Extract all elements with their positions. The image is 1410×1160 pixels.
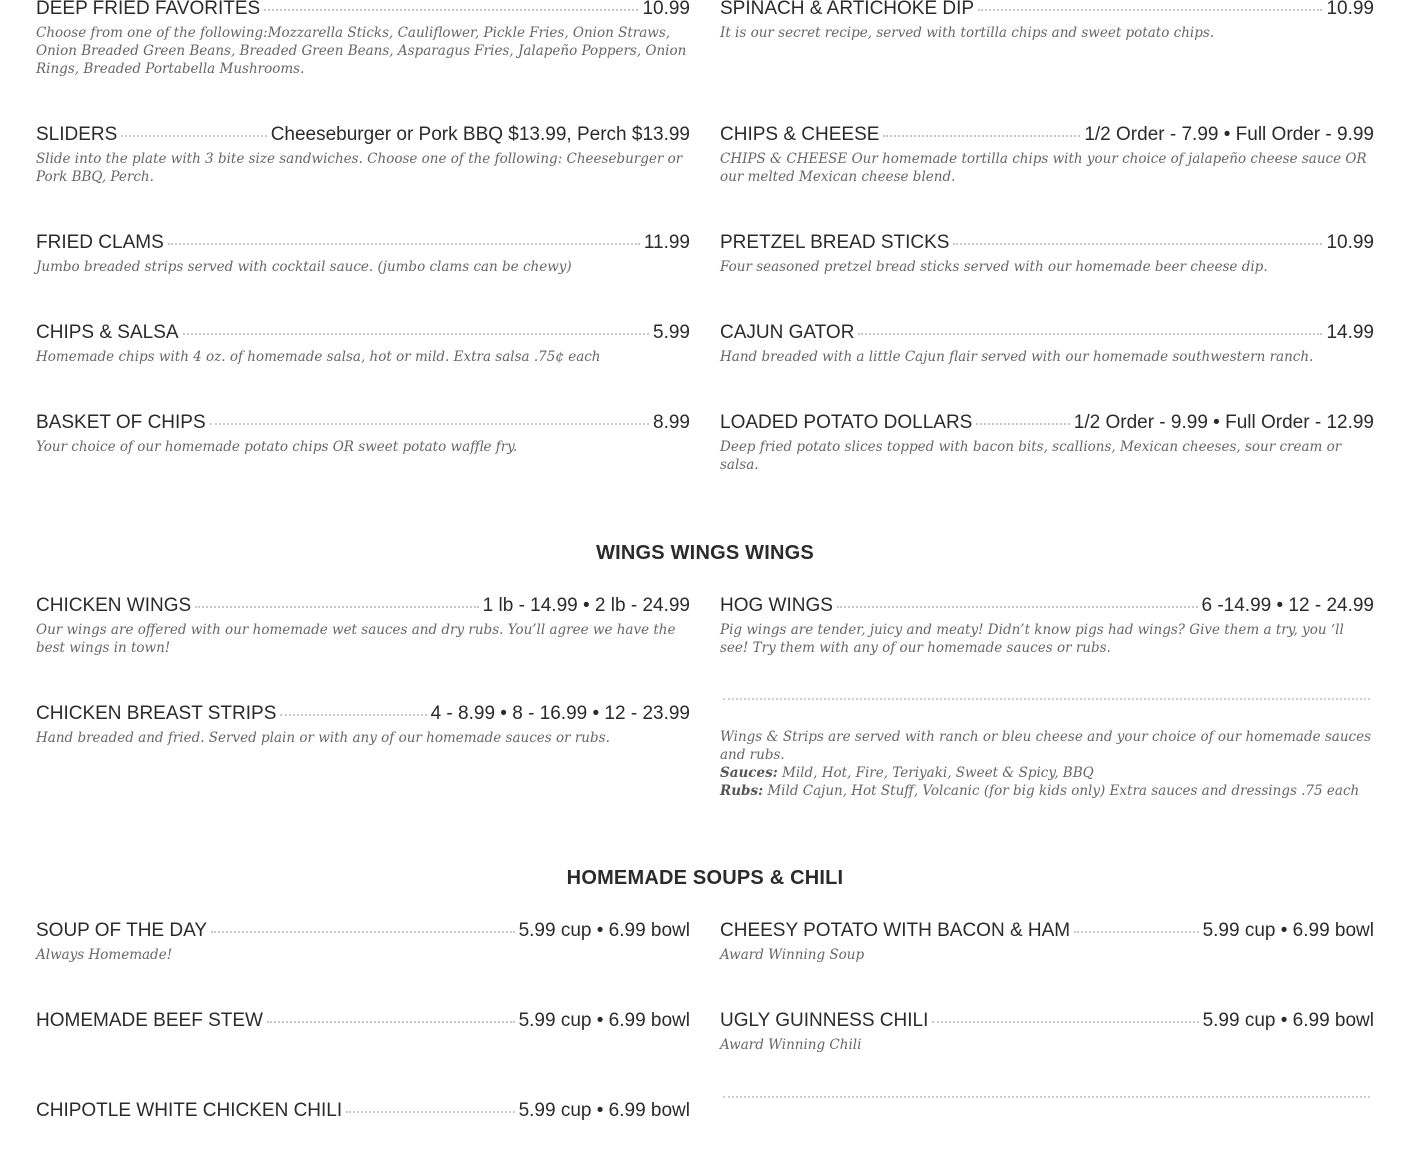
menu-item-name: CHICKEN WINGS: [36, 595, 192, 616]
menu-item-description: Award Winning Soup: [720, 947, 865, 963]
menu-item-deep-fried-favorites: [36, 0, 690, 78]
menu-item-price: 5.99: [653, 322, 690, 343]
menu-item-name: LOADED POTATO DOLLARS: [720, 412, 973, 433]
rubs-label: Rubs:: [720, 783, 764, 799]
menu-item-description: Always Homemade!: [36, 947, 173, 963]
menu-item-description: Hand breaded and fried. Served plain or with any of our homemade sauces or rubs.: [36, 730, 610, 746]
dotted-leader: [195, 606, 478, 608]
menu-item-pretzel-bread-sticks: [720, 232, 1374, 276]
menu-item-header: [720, 595, 1374, 617]
dotted-leader: [264, 9, 638, 11]
dotted-leader: [837, 606, 1198, 608]
menu-item-header: [720, 0, 1374, 20]
menu-item-price: 4 - 8.99 • 8 - 16.99 • 12 - 23.99: [430, 703, 690, 724]
menu-item-header: [36, 1100, 690, 1122]
menu-item-header: [36, 322, 690, 344]
menu-item-name: CHEESY POTATO WITH BACON & HAM: [720, 920, 1071, 941]
menu-item-description: Award Winning Chili: [720, 1037, 862, 1053]
menu-item-name: SOUP OF THE DAY: [36, 920, 208, 941]
menu-item-header: [36, 232, 690, 254]
wings-notes-intro: Wings & Strips are served with ranch or bleu cheese and your choice of our homemade sauces and rubs.: [720, 729, 1372, 763]
menu-item-sliders: [36, 124, 690, 186]
menu-item-header: [36, 412, 690, 434]
menu-item-name: SLIDERS: [36, 124, 118, 145]
menu-item-price: 5.99 cup • 6.99 bowl: [1202, 1010, 1374, 1031]
dotted-leader: [932, 1021, 1198, 1023]
menu-item-name: SPINACH & ARTICHOKE DIP: [720, 0, 975, 19]
dotted-leader: [168, 243, 640, 245]
menu-item-fried-clams: [36, 232, 690, 276]
menu-item-name: CHIPOTLE WHITE CHICKEN CHILI: [36, 1100, 343, 1121]
menu-item-name: HOG WINGS: [720, 595, 833, 616]
menu-item-name: PRETZEL BREAD STICKS: [720, 232, 950, 253]
menu-item-price: 5.99 cup • 6.99 bowl: [518, 920, 690, 941]
menu-item-price: 6 -14.99 • 12 - 24.99: [1201, 595, 1374, 616]
menu-item-name: HOMEMADE BEEF STEW: [36, 1010, 263, 1031]
menu-item-header: [36, 703, 690, 725]
menu-item-name: CAJUN GATOR: [720, 322, 855, 343]
menu-item-header: [36, 1010, 690, 1032]
menu-item-chicken-wings: [36, 595, 690, 657]
menu-item-description: CHIPS & CHEESE Our homemade tortilla chips with your choice of jalapeño cheese sauce OR our melted Mexican cheese blend.: [720, 151, 1367, 185]
menu-item-price: 5.99 cup • 6.99 bowl: [518, 1100, 690, 1121]
menu-item-cheesy-potato-bacon-ham: [720, 920, 1374, 964]
section-title-soups: HOMEMADE SOUPS & CHILI: [566, 867, 844, 889]
menu-item-price: 10.99: [1326, 0, 1374, 19]
menu-item-header: [36, 124, 690, 146]
menu-item-price: 10.99: [1326, 232, 1374, 253]
menu-item-price: 5.99 cup • 6.99 bowl: [1202, 920, 1374, 941]
menu-item-ugly-guinness-chili: [720, 1010, 1374, 1054]
wings-sauces-line: [720, 764, 1374, 782]
menu-item-name: CHIPS & SALSA: [36, 322, 179, 343]
menu-item-price: Cheeseburger or Pork BBQ $13.99, Perch $13.99: [270, 124, 690, 145]
rubs-list: Mild Cajun, Hot Stuff, Volcanic (for big kids only) Extra sauces and dressings .75 each: [767, 783, 1360, 799]
dotted-leader: [858, 333, 1322, 335]
wings-rubs-line: [720, 782, 1374, 800]
menu-item-chipotle-white-chicken-chili: [36, 1100, 690, 1122]
section-title-wings: WINGS WINGS WINGS: [596, 542, 814, 564]
dotted-leader: [211, 931, 515, 933]
menu-item-header: [720, 124, 1374, 146]
menu-item-price: 1/2 Order - 9.99 • Full Order - 12.99: [1073, 412, 1374, 433]
dotted-leader: [210, 423, 649, 425]
menu-item-soup-of-the-day: [36, 920, 690, 964]
menu-item-header: [720, 920, 1374, 942]
menu-item-cajun-gator: [720, 322, 1374, 366]
menu-item-name: FRIED CLAMS: [36, 232, 164, 253]
menu-item-description: Hand breaded with a little Cajun flair served with our homemade southwestern ranch.: [720, 349, 1314, 365]
menu-item-description: Pig wings are tender, juicy and meaty! Didn’t know pigs had wings? Give them a try, you ‘ll see! Try them with any of our homemade sauces or rubs.: [720, 622, 1344, 656]
dotted-leader: [978, 9, 1322, 11]
menu-item-basket-of-chips: [36, 412, 690, 456]
menu-item-description: Your choice of our homemade potato chips OR sweet potato waffle fry.: [36, 439, 518, 455]
menu-item-price: 1/2 Order - 7.99 • Full Order - 9.99: [1084, 124, 1374, 145]
menu-item-chips-cheese: [720, 124, 1374, 186]
menu-item-description: Four seasoned pretzel bread sticks served with our homemade beer cheese dip.: [720, 259, 1268, 275]
sauces-list: Mild, Hot, Fire, Teriyaki, Sweet & Spicy, BBQ: [782, 765, 1094, 781]
menu-item-name: BASKET OF CHIPS: [36, 412, 206, 433]
dotted-leader: [883, 135, 1080, 137]
menu-item-name: DEEP FRIED FAVORITES: [36, 0, 261, 19]
dotted-divider: [723, 698, 1370, 700]
dotted-leader: [976, 423, 1069, 425]
menu-item-header: [36, 0, 690, 20]
menu-item-chips-salsa: [36, 322, 690, 366]
menu-item-header: [36, 595, 690, 617]
menu-item-header: [36, 920, 690, 942]
menu-item-description: Slide into the plate with 3 bite size sandwiches. Choose one of the following: Cheeseburger or Pork BBQ, Perch.: [36, 151, 683, 185]
dotted-leader: [280, 714, 426, 716]
dotted-leader: [346, 1111, 514, 1113]
menu-item-loaded-potato-dollars: [720, 412, 1374, 474]
menu-item-price: 14.99: [1326, 322, 1374, 343]
menu-item-hog-wings: [720, 595, 1374, 657]
dotted-leader: [183, 333, 649, 335]
menu-item-name: UGLY GUINNESS CHILI: [720, 1010, 929, 1031]
menu-item-price: 10.99: [642, 0, 690, 19]
wings-notes: [720, 728, 1374, 800]
menu-item-description: It is our secret recipe, served with tortilla chips and sweet potato chips.: [720, 25, 1215, 41]
menu-item-description: Homemade chips with 4 oz. of homemade salsa, hot or mild. Extra salsa .75¢ each: [36, 349, 601, 365]
menu-item-price: 1 lb - 14.99 • 2 lb - 24.99: [482, 595, 690, 616]
menu-item-description: Jumbo breaded strips served with cocktail sauce. (jumbo clams can be chewy): [36, 259, 572, 275]
menu-item-spinach-artichoke-dip: [720, 0, 1374, 42]
menu-item-header: [720, 232, 1374, 254]
menu-item-price: 5.99 cup • 6.99 bowl: [518, 1010, 690, 1031]
sauces-label: Sauces:: [720, 765, 778, 781]
dotted-leader: [953, 243, 1322, 245]
menu-item-price: 8.99: [653, 412, 690, 433]
menu-item-header: [720, 322, 1374, 344]
menu-item-header: [720, 412, 1374, 434]
dotted-leader: [267, 1021, 515, 1023]
menu-item-price: 11.99: [643, 232, 690, 253]
menu-item-description: Deep fried potato slices topped with bacon bits, scallions, Mexican cheeses, sour cream or salsa.: [720, 439, 1342, 473]
menu-item-chicken-breast-strips: [36, 703, 690, 747]
menu-item-name: CHIPS & CHEESE: [720, 124, 880, 145]
menu-item-homemade-beef-stew: [36, 1010, 690, 1032]
dotted-leader: [1074, 931, 1198, 933]
menu-item-name: CHICKEN BREAST STRIPS: [36, 703, 277, 724]
menu-item-description: Choose from one of the following:Mozzarella Sticks, Cauliflower, Pickle Fries, Onion Straws, Onion Breaded Green Beans, Breaded Green Beans, Asparagus Fries, Jalapeño Poppers, Onion Rings, Breaded Portabella Mushrooms.: [36, 25, 687, 77]
menu-item-header: [720, 1010, 1374, 1032]
menu-item-description: Our wings are offered with our homemade wet sauces and dry rubs. You’ll agree we have the best wings in town!: [36, 622, 676, 656]
dotted-divider: [723, 1096, 1370, 1098]
dotted-leader: [121, 135, 266, 137]
